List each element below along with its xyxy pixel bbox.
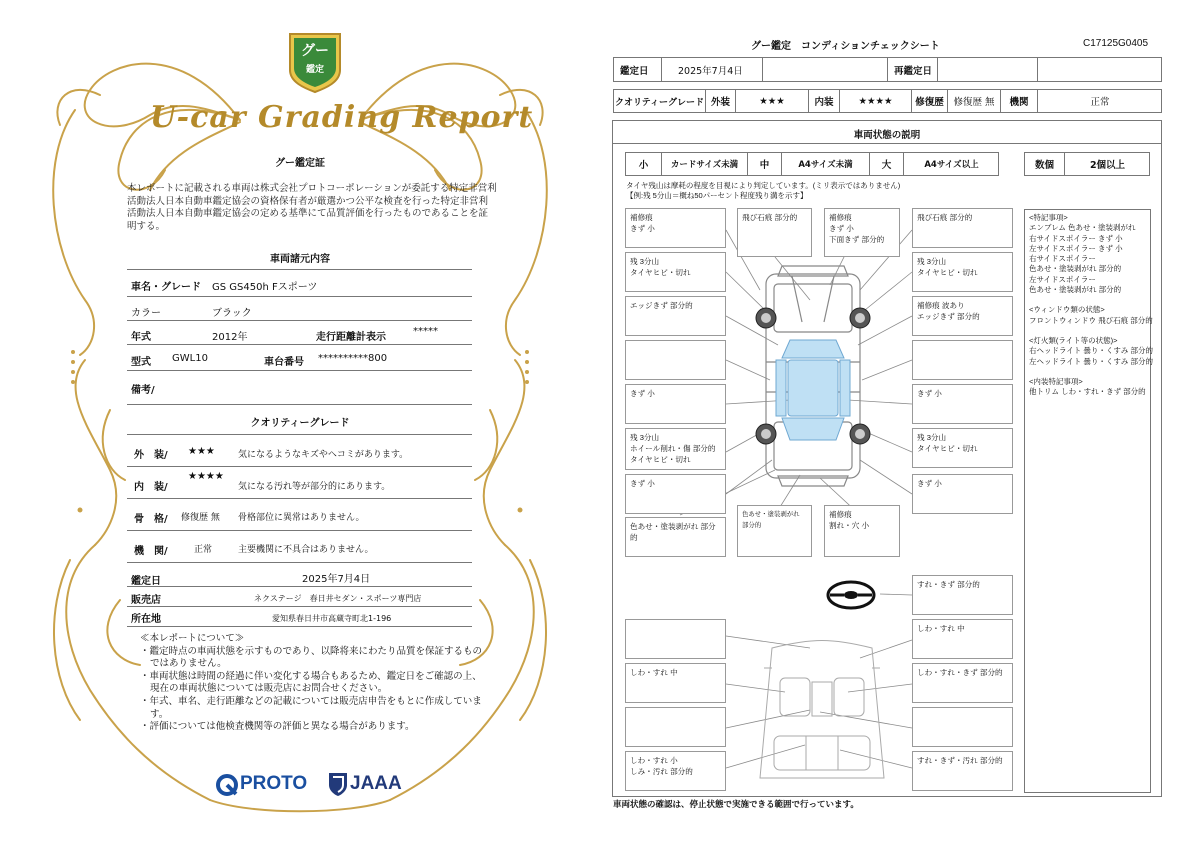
special-note-line: 右ヘッドライト 曇り・くすみ 部分的 — [1029, 346, 1153, 356]
footer-note: 車両状態の確認は、停止状態で実施できる範囲で行っています。 — [613, 799, 859, 809]
damage-note-tire-front-left: 残 3分山 タイヤヒビ・切れ — [625, 252, 726, 292]
date-blank — [763, 58, 888, 81]
history-label: 修復歴 — [912, 90, 948, 112]
color-value: ブラック — [212, 308, 252, 319]
special-note-line — [1029, 367, 1146, 377]
address-value: 愛知県春日井市高蔵寺町北1-196 — [272, 614, 392, 623]
damage-note-rear-bumper: 補修痕 割れ・穴 小 — [824, 505, 900, 557]
note-item: ・車両状態は時間の経過に伴い変化する場合もあるため、鑑定日をご確認の上、現在の車両状態については販売店にお問合せください。 — [140, 670, 482, 695]
date-value: 2025年7月4日 — [302, 574, 371, 585]
damage-note-right-5: きず 小 — [912, 384, 1013, 424]
special-note-line: <特記事項> — [1029, 213, 1068, 222]
certificate-intro: 本レポートに記載される車両は株式会社プロトコーポレーションが委託する特定非営利活動法人日本自動車鑑定協会の資格保有者が厳選かつ公平な検査を行った特定非営利活動法人日本自動車鑑定協会の定める基準にて品質評価を行ったものであることを証明する。 — [127, 183, 497, 232]
exterior-stars: ★★★ — [736, 90, 809, 112]
special-note-line: 色あせ・塗装剥がれ 部分的 — [1029, 264, 1122, 274]
model-label: 型式 — [131, 357, 151, 368]
chassis-value: **********800 — [318, 353, 388, 364]
dealer-value: ネクステージ 春日井セダン・スポーツ専門店 — [254, 594, 422, 603]
divider — [127, 296, 472, 297]
damage-note-left-5: きず 小 — [625, 384, 726, 424]
damage-note-front-right: 飛び石痕 部分的 — [912, 208, 1013, 248]
interior-label: 内 装/ — [134, 482, 168, 493]
interior-stars: ★★★★ — [840, 90, 912, 112]
divider — [127, 530, 472, 531]
engine-label: 機 関/ — [134, 546, 168, 557]
damage-note-right-7: きず 小 — [912, 474, 1013, 514]
tire-note-2: 【例:残 5分山＝概ね50パーセント程度残り溝を示す】 — [626, 191, 808, 200]
special-note-line — [1029, 295, 1146, 305]
year-label: 年式 — [131, 332, 151, 343]
divider — [127, 404, 472, 405]
name-value: GS GS450h Fスポーツ — [212, 282, 318, 293]
size-small-desc: カードサイズ未満 — [662, 153, 748, 175]
divider — [127, 269, 472, 270]
date-label: 鑑定日 — [131, 576, 161, 587]
badge-bottom-text: 鑑定 — [305, 65, 324, 75]
special-note-line: フロントウィンドウ 飛び石痕 部分的 — [1029, 315, 1153, 325]
steering-wheel-icon — [826, 580, 876, 610]
damage-note-rear-left: 色あせ・塗装剥がれ 部分的 — [625, 517, 726, 557]
size-mid-desc: A4サイズ未満 — [782, 153, 870, 175]
damage-note-interior-right-4: すれ・きず・汚れ 部分的 — [912, 751, 1013, 791]
chassis-label: 車台番号 — [264, 357, 304, 368]
size-legend — [625, 152, 999, 176]
special-note-line: 他トリム しわ・すれ・きず 部分的 — [1029, 387, 1146, 397]
special-note-line: <ウィンドウ類の状態> — [1029, 305, 1105, 315]
damage-note-right-3: 補修痕 波あり エッジきず 部分的 — [912, 296, 1013, 336]
frame-label: 骨 格/ — [134, 514, 168, 525]
note-item: ・年式、車名、走行距離などの記載については販売店申告をもとに作成しています。 — [140, 695, 482, 720]
count-legend — [1024, 152, 1150, 176]
date-value: 2025年7月4日 — [662, 58, 763, 81]
reappraisal-label: 再鑑定日 — [888, 58, 938, 81]
special-note-line: エンブレム 色あせ・塗装剥がれ — [1029, 223, 1136, 233]
exterior-label: 外 装/ — [134, 450, 168, 461]
damage-note-windshield: 飛び石痕 部分的 — [737, 208, 812, 257]
sheet-code: C17125G0405 — [1083, 38, 1149, 49]
jaaa-logo-text: JAAA — [350, 773, 402, 794]
special-note-line: 左サイドスポイラー — [1029, 274, 1096, 284]
special-note-line: 右サイドスポイラー きず 小 — [1029, 233, 1123, 243]
damage-note-interior-left-4: しわ・すれ 小 しみ・汚れ 部分的 — [625, 751, 726, 791]
special-notes-panel — [1024, 209, 1151, 793]
jaaa-logo-icon — [327, 771, 349, 797]
damage-note-interior-right-2: しわ・すれ・きず 部分的 — [912, 663, 1013, 703]
damage-note-interior-left-2: しわ・すれ 中 — [625, 663, 726, 703]
damage-note-steering: すれ・きず 部分的 — [912, 575, 1013, 615]
divider — [612, 143, 1162, 144]
damage-note-interior-right-3 — [912, 707, 1013, 747]
certificate-title: グー鑑定証 — [275, 158, 325, 169]
damage-note-right-4 — [912, 340, 1013, 380]
address-label: 所在地 — [131, 614, 161, 625]
sheet-title: グー鑑定 コンディションチェックシート — [751, 41, 940, 52]
divider — [127, 370, 472, 371]
damage-note-left-3: エッジきず 部分的 — [625, 296, 726, 336]
report-script-title: U-car Grading Report — [150, 100, 534, 135]
interior-label: 内装 — [809, 90, 840, 112]
damage-note-front-left: 補修痕 きず 小 — [625, 208, 726, 248]
divider — [127, 434, 472, 435]
engine-value: 正常 — [194, 545, 213, 555]
special-note-line: 右サイドスポイラー — [1029, 254, 1096, 264]
tire-note-1: タイヤ残山は摩耗の程度を目視により判定しています。(ミリ表示ではありません) — [626, 181, 901, 190]
divider — [127, 606, 472, 607]
note-item: ・評価については他検査機関等の評価と異なる場合があります。 — [140, 721, 415, 733]
damage-note-rear-center: 色あせ・塗装剥がれ 部分的 — [737, 505, 812, 557]
date-row — [613, 57, 1162, 82]
engine-value: 正常 — [1090, 97, 1110, 108]
size-large-desc: A4サイズ以上 — [924, 160, 979, 170]
divider — [127, 586, 472, 587]
interior-stars: ★★★★ — [188, 471, 224, 482]
engine-text: 主要機関に不具合はありません。 — [238, 545, 374, 555]
mileage-value: ***** — [413, 326, 438, 337]
special-note-line: 左ヘッドライト 曇り・くすみ 部分的 — [1029, 356, 1153, 366]
special-note-line: 左サイドスポイラー きず 小 — [1029, 243, 1123, 253]
proto-logo-icon — [216, 774, 238, 796]
quality-row — [613, 89, 1162, 113]
proto-logo-text: PROTO — [240, 773, 308, 794]
notes-title: ≪本レポートについて≫ — [140, 633, 245, 644]
size-mid: 中 — [748, 153, 782, 175]
spec-title: 車両諸元内容 — [270, 254, 330, 265]
damage-note-tire-rear-left: 残 3分山 ホイール削れ・傷 部分的 タイヤヒビ・切れ — [625, 428, 726, 470]
quality-label: クオリティーグレード — [614, 90, 706, 112]
size-small: 小 — [626, 153, 662, 175]
damage-note-interior-right-1: しわ・すれ 中 — [912, 619, 1013, 659]
mileage-label: 走行距離計表示 — [316, 332, 386, 343]
model-value: GWL10 — [172, 353, 208, 364]
divider — [127, 344, 472, 345]
history-value: 修復歴 無 — [948, 90, 1001, 112]
damage-note-front-bumper: 補修痕 きず 小 下面きず 部分的 — [824, 208, 900, 257]
reappraisal-value — [938, 58, 1038, 81]
count-label: 数個 — [1025, 153, 1065, 175]
exterior-label: 外装 — [706, 90, 736, 112]
date-label: 鑑定日 — [614, 58, 662, 81]
frame-value: 修復歴 無 — [181, 513, 220, 523]
name-label: 車名・グレード — [131, 282, 201, 293]
damage-note-tire-rear-right: 残 3分山 タイヤヒビ・切れ — [912, 428, 1013, 468]
year-value: 2012年 — [212, 332, 248, 343]
special-note-line: 色あせ・塗装剥がれ 部分的 — [1029, 285, 1122, 295]
special-note-line: <灯火類(ライト等の状態)> — [1029, 335, 1118, 345]
divider — [127, 498, 472, 499]
badge-top-text: グー — [301, 43, 329, 59]
size-large: 大 — [870, 153, 904, 175]
damage-note-tire-front-right: 残 3分山 タイヤヒビ・切れ — [912, 252, 1013, 292]
quality-title: クオリティーグレード — [250, 418, 350, 429]
exterior-text: 気になるようなキズやヘコミがあります。 — [238, 450, 409, 460]
car-top-view-diagram — [752, 262, 874, 490]
special-note-line: <内装特記事項> — [1029, 376, 1083, 386]
note-item: ・鑑定時点の車両状態を示すものであり、以降将来にわたり品質を保証するものではありません。 — [140, 645, 483, 670]
frame-text: 骨格部位に異常はありません。 — [238, 513, 365, 523]
state-title: 車両状態の説明 — [853, 130, 921, 141]
divider — [127, 626, 472, 627]
damage-note-interior-left-1 — [625, 619, 726, 659]
divider — [127, 562, 472, 563]
color-label: カラー — [131, 308, 161, 319]
count-desc: 2個以上 — [1089, 160, 1126, 171]
damage-note-interior-left-3 — [625, 707, 726, 747]
dealer-label: 販売店 — [131, 595, 161, 606]
damage-note-left-7: きず 小 — [625, 474, 726, 514]
car-interior-diagram — [752, 638, 892, 790]
damage-note-left-4 — [625, 340, 726, 380]
exterior-stars: ★★★ — [188, 446, 215, 457]
report-notes — [140, 633, 485, 734]
special-note-line — [1029, 326, 1146, 336]
divider — [127, 466, 472, 467]
remarks-label: 備考/ — [131, 385, 155, 396]
interior-text: 気になる汚れ等が部分的にあります。 — [238, 482, 391, 492]
divider — [127, 320, 472, 321]
engine-label: 機関 — [1001, 90, 1038, 112]
